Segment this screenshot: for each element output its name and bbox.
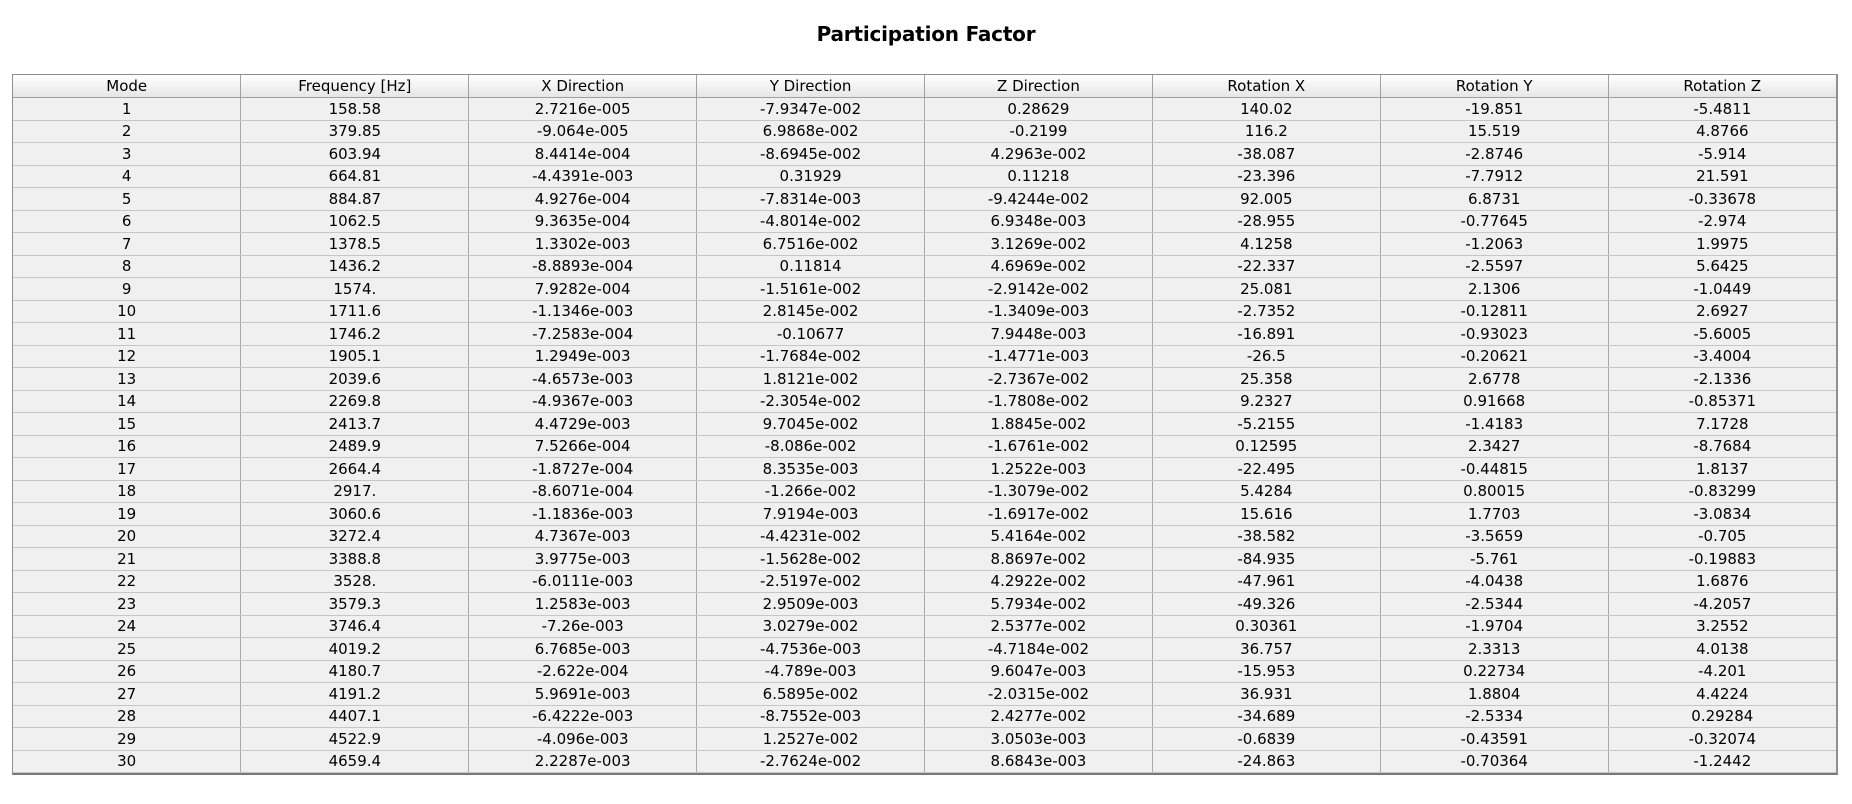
cell-z-direction[interactable]: -2.9142e-002 bbox=[925, 278, 1153, 301]
cell-frequency[interactable]: 3528. bbox=[241, 570, 469, 593]
table-row[interactable] bbox=[13, 593, 1836, 616]
cell-mode[interactable]: 12 bbox=[13, 345, 241, 368]
cell-rotation-z[interactable]: -5.6005 bbox=[1608, 323, 1836, 346]
table-row[interactable] bbox=[13, 705, 1836, 728]
column-header-rotation-z[interactable]: Rotation Z bbox=[1608, 75, 1836, 98]
cell-z-direction[interactable]: 3.0503e-003 bbox=[925, 728, 1153, 751]
cell-x-direction[interactable]: -1.8727e-004 bbox=[469, 458, 697, 481]
cell-x-direction[interactable]: 4.9276e-004 bbox=[469, 188, 697, 211]
table-row[interactable] bbox=[13, 165, 1836, 188]
cell-y-direction[interactable]: -0.10677 bbox=[697, 323, 925, 346]
cell-mode[interactable]: 25 bbox=[13, 638, 241, 661]
cell-frequency[interactable]: 3272.4 bbox=[241, 525, 469, 548]
cell-y-direction[interactable]: -7.8314e-003 bbox=[697, 188, 925, 211]
cell-rotation-x[interactable]: 36.757 bbox=[1152, 638, 1380, 661]
cell-x-direction[interactable]: 4.7367e-003 bbox=[469, 525, 697, 548]
cell-rotation-y[interactable]: -0.44815 bbox=[1380, 458, 1608, 481]
cell-rotation-y[interactable]: 0.80015 bbox=[1380, 480, 1608, 503]
cell-mode[interactable]: 18 bbox=[13, 480, 241, 503]
cell-frequency[interactable]: 2413.7 bbox=[241, 413, 469, 436]
cell-rotation-y[interactable]: -0.93023 bbox=[1380, 323, 1608, 346]
column-header-y-direction[interactable]: Y Direction bbox=[697, 75, 925, 98]
cell-y-direction[interactable]: 6.9868e-002 bbox=[697, 120, 925, 143]
cell-y-direction[interactable]: 0.11814 bbox=[697, 255, 925, 278]
cell-rotation-x[interactable]: -2.7352 bbox=[1152, 300, 1380, 323]
cell-y-direction[interactable]: -2.7624e-002 bbox=[697, 750, 925, 773]
cell-mode[interactable]: 20 bbox=[13, 525, 241, 548]
cell-y-direction[interactable]: 6.7516e-002 bbox=[697, 233, 925, 256]
cell-z-direction[interactable]: 5.7934e-002 bbox=[925, 593, 1153, 616]
cell-mode[interactable]: 3 bbox=[13, 143, 241, 166]
cell-rotation-z[interactable]: -5.4811 bbox=[1608, 98, 1836, 121]
table-row[interactable] bbox=[13, 660, 1836, 683]
cell-rotation-y[interactable]: 2.1306 bbox=[1380, 278, 1608, 301]
cell-frequency[interactable]: 158.58 bbox=[241, 98, 469, 121]
table-row[interactable] bbox=[13, 503, 1836, 526]
cell-frequency[interactable]: 1746.2 bbox=[241, 323, 469, 346]
cell-frequency[interactable]: 2269.8 bbox=[241, 390, 469, 413]
cell-y-direction[interactable]: -4.789e-003 bbox=[697, 660, 925, 683]
cell-rotation-z[interactable]: -4.201 bbox=[1608, 660, 1836, 683]
cell-x-direction[interactable]: -6.0111e-003 bbox=[469, 570, 697, 593]
cell-x-direction[interactable]: 8.4414e-004 bbox=[469, 143, 697, 166]
cell-y-direction[interactable]: -1.266e-002 bbox=[697, 480, 925, 503]
cell-x-direction[interactable]: -1.1346e-003 bbox=[469, 300, 697, 323]
cell-rotation-y[interactable]: 2.6778 bbox=[1380, 368, 1608, 391]
cell-y-direction[interactable]: -4.8014e-002 bbox=[697, 210, 925, 233]
cell-y-direction[interactable]: 1.2527e-002 bbox=[697, 728, 925, 751]
cell-rotation-x[interactable]: 15.616 bbox=[1152, 503, 1380, 526]
cell-x-direction[interactable]: -7.2583e-004 bbox=[469, 323, 697, 346]
table-row[interactable] bbox=[13, 390, 1836, 413]
cell-rotation-y[interactable]: -0.20621 bbox=[1380, 345, 1608, 368]
table-row[interactable] bbox=[13, 143, 1836, 166]
cell-x-direction[interactable]: -2.622e-004 bbox=[469, 660, 697, 683]
cell-rotation-x[interactable]: -15.953 bbox=[1152, 660, 1380, 683]
cell-rotation-x[interactable]: -47.961 bbox=[1152, 570, 1380, 593]
cell-rotation-z[interactable]: -0.705 bbox=[1608, 525, 1836, 548]
cell-y-direction[interactable]: -7.9347e-002 bbox=[697, 98, 925, 121]
cell-z-direction[interactable]: -1.3079e-002 bbox=[925, 480, 1153, 503]
cell-rotation-z[interactable]: -5.914 bbox=[1608, 143, 1836, 166]
cell-x-direction[interactable]: 9.3635e-004 bbox=[469, 210, 697, 233]
cell-x-direction[interactable]: -4.096e-003 bbox=[469, 728, 697, 751]
table-row[interactable] bbox=[13, 480, 1836, 503]
table-row[interactable] bbox=[13, 210, 1836, 233]
cell-y-direction[interactable]: -4.4231e-002 bbox=[697, 525, 925, 548]
cell-z-direction[interactable]: 0.11218 bbox=[925, 165, 1153, 188]
cell-y-direction[interactable]: -8.7552e-003 bbox=[697, 705, 925, 728]
cell-rotation-x[interactable]: -38.582 bbox=[1152, 525, 1380, 548]
participation-factor-table-container[interactable] bbox=[12, 74, 1838, 775]
cell-y-direction[interactable]: -8.086e-002 bbox=[697, 435, 925, 458]
cell-rotation-z[interactable]: -0.32074 bbox=[1608, 728, 1836, 751]
cell-x-direction[interactable]: 7.9282e-004 bbox=[469, 278, 697, 301]
cell-rotation-x[interactable]: 116.2 bbox=[1152, 120, 1380, 143]
cell-z-direction[interactable]: 7.9448e-003 bbox=[925, 323, 1153, 346]
cell-frequency[interactable]: 4659.4 bbox=[241, 750, 469, 773]
cell-rotation-x[interactable]: 25.081 bbox=[1152, 278, 1380, 301]
table-row[interactable] bbox=[13, 413, 1836, 436]
cell-x-direction[interactable]: -8.8893e-004 bbox=[469, 255, 697, 278]
cell-frequency[interactable]: 3060.6 bbox=[241, 503, 469, 526]
cell-rotation-y[interactable]: -0.43591 bbox=[1380, 728, 1608, 751]
cell-frequency[interactable]: 4407.1 bbox=[241, 705, 469, 728]
cell-z-direction[interactable]: -1.6761e-002 bbox=[925, 435, 1153, 458]
cell-x-direction[interactable]: -6.4222e-003 bbox=[469, 705, 697, 728]
cell-frequency[interactable]: 603.94 bbox=[241, 143, 469, 166]
cell-y-direction[interactable]: -1.7684e-002 bbox=[697, 345, 925, 368]
cell-z-direction[interactable]: 1.8845e-002 bbox=[925, 413, 1153, 436]
cell-z-direction[interactable]: 4.2963e-002 bbox=[925, 143, 1153, 166]
cell-frequency[interactable]: 3579.3 bbox=[241, 593, 469, 616]
cell-z-direction[interactable]: 4.2922e-002 bbox=[925, 570, 1153, 593]
cell-rotation-x[interactable]: 0.30361 bbox=[1152, 615, 1380, 638]
cell-rotation-y[interactable]: -2.5597 bbox=[1380, 255, 1608, 278]
cell-x-direction[interactable]: 2.2287e-003 bbox=[469, 750, 697, 773]
table-row[interactable] bbox=[13, 278, 1836, 301]
cell-mode[interactable]: 19 bbox=[13, 503, 241, 526]
column-header-rotation-x[interactable]: Rotation X bbox=[1152, 75, 1380, 98]
column-header-x-direction[interactable]: X Direction bbox=[469, 75, 697, 98]
cell-frequency[interactable]: 1905.1 bbox=[241, 345, 469, 368]
cell-x-direction[interactable]: 2.7216e-005 bbox=[469, 98, 697, 121]
column-header-z-direction[interactable]: Z Direction bbox=[925, 75, 1153, 98]
table-row[interactable] bbox=[13, 345, 1836, 368]
cell-z-direction[interactable]: 6.9348e-003 bbox=[925, 210, 1153, 233]
cell-x-direction[interactable]: 7.5266e-004 bbox=[469, 435, 697, 458]
cell-frequency[interactable]: 2664.4 bbox=[241, 458, 469, 481]
cell-rotation-x[interactable]: 140.02 bbox=[1152, 98, 1380, 121]
cell-rotation-y[interactable]: 6.8731 bbox=[1380, 188, 1608, 211]
cell-rotation-z[interactable]: -2.974 bbox=[1608, 210, 1836, 233]
cell-frequency[interactable]: 1436.2 bbox=[241, 255, 469, 278]
cell-z-direction[interactable]: 4.6969e-002 bbox=[925, 255, 1153, 278]
cell-y-direction[interactable]: -8.6945e-002 bbox=[697, 143, 925, 166]
cell-rotation-x[interactable]: -22.337 bbox=[1152, 255, 1380, 278]
table-row[interactable] bbox=[13, 323, 1836, 346]
cell-rotation-x[interactable]: -22.495 bbox=[1152, 458, 1380, 481]
table-row[interactable] bbox=[13, 638, 1836, 661]
cell-frequency[interactable]: 2917. bbox=[241, 480, 469, 503]
cell-rotation-z[interactable]: 1.9975 bbox=[1608, 233, 1836, 256]
cell-mode[interactable]: 27 bbox=[13, 683, 241, 706]
cell-z-direction[interactable]: -1.7808e-002 bbox=[925, 390, 1153, 413]
cell-rotation-z[interactable]: 21.591 bbox=[1608, 165, 1836, 188]
cell-z-direction[interactable]: 5.4164e-002 bbox=[925, 525, 1153, 548]
table-row[interactable] bbox=[13, 570, 1836, 593]
cell-mode[interactable]: 22 bbox=[13, 570, 241, 593]
cell-y-direction[interactable]: -1.5628e-002 bbox=[697, 548, 925, 571]
cell-rotation-y[interactable]: -7.7912 bbox=[1380, 165, 1608, 188]
cell-rotation-z[interactable]: -2.1336 bbox=[1608, 368, 1836, 391]
cell-frequency[interactable]: 2039.6 bbox=[241, 368, 469, 391]
cell-rotation-x[interactable]: -34.689 bbox=[1152, 705, 1380, 728]
cell-rotation-x[interactable]: -16.891 bbox=[1152, 323, 1380, 346]
cell-x-direction[interactable]: -4.6573e-003 bbox=[469, 368, 697, 391]
cell-y-direction[interactable]: 6.5895e-002 bbox=[697, 683, 925, 706]
cell-mode[interactable]: 10 bbox=[13, 300, 241, 323]
cell-rotation-z[interactable]: -0.33678 bbox=[1608, 188, 1836, 211]
cell-y-direction[interactable]: 7.9194e-003 bbox=[697, 503, 925, 526]
cell-rotation-y[interactable]: -3.5659 bbox=[1380, 525, 1608, 548]
cell-x-direction[interactable]: -9.064e-005 bbox=[469, 120, 697, 143]
cell-frequency[interactable]: 4522.9 bbox=[241, 728, 469, 751]
cell-rotation-y[interactable]: -4.0438 bbox=[1380, 570, 1608, 593]
table-row[interactable] bbox=[13, 98, 1836, 121]
table-row[interactable] bbox=[13, 188, 1836, 211]
cell-rotation-y[interactable]: 0.91668 bbox=[1380, 390, 1608, 413]
cell-mode[interactable]: 5 bbox=[13, 188, 241, 211]
cell-z-direction[interactable]: -4.7184e-002 bbox=[925, 638, 1153, 661]
cell-y-direction[interactable]: 3.0279e-002 bbox=[697, 615, 925, 638]
cell-frequency[interactable]: 884.87 bbox=[241, 188, 469, 211]
cell-x-direction[interactable]: 5.9691e-003 bbox=[469, 683, 697, 706]
cell-mode[interactable]: 15 bbox=[13, 413, 241, 436]
cell-z-direction[interactable]: 8.6843e-003 bbox=[925, 750, 1153, 773]
cell-rotation-z[interactable]: -1.2442 bbox=[1608, 750, 1836, 773]
cell-frequency[interactable]: 4019.2 bbox=[241, 638, 469, 661]
cell-z-direction[interactable]: -2.7367e-002 bbox=[925, 368, 1153, 391]
cell-rotation-z[interactable]: -1.0449 bbox=[1608, 278, 1836, 301]
cell-rotation-x[interactable]: -84.935 bbox=[1152, 548, 1380, 571]
cell-rotation-x[interactable]: -5.2155 bbox=[1152, 413, 1380, 436]
cell-rotation-z[interactable]: 0.29284 bbox=[1608, 705, 1836, 728]
table-row[interactable] bbox=[13, 300, 1836, 323]
table-header-row bbox=[13, 75, 1836, 98]
cell-frequency[interactable]: 4180.7 bbox=[241, 660, 469, 683]
cell-rotation-x[interactable]: -23.396 bbox=[1152, 165, 1380, 188]
cell-rotation-x[interactable]: 25.358 bbox=[1152, 368, 1380, 391]
cell-rotation-z[interactable]: 2.6927 bbox=[1608, 300, 1836, 323]
cell-rotation-z[interactable]: -4.2057 bbox=[1608, 593, 1836, 616]
cell-x-direction[interactable]: 3.9775e-003 bbox=[469, 548, 697, 571]
cell-x-direction[interactable]: 1.2583e-003 bbox=[469, 593, 697, 616]
cell-rotation-y[interactable]: 15.519 bbox=[1380, 120, 1608, 143]
cell-rotation-y[interactable]: -2.5344 bbox=[1380, 593, 1608, 616]
column-header-frequency[interactable]: Frequency [Hz] bbox=[241, 75, 469, 98]
cell-mode[interactable]: 2 bbox=[13, 120, 241, 143]
cell-mode[interactable]: 21 bbox=[13, 548, 241, 571]
cell-y-direction[interactable]: 0.31929 bbox=[697, 165, 925, 188]
cell-mode[interactable]: 24 bbox=[13, 615, 241, 638]
cell-rotation-x[interactable]: 4.1258 bbox=[1152, 233, 1380, 256]
table-row[interactable] bbox=[13, 120, 1836, 143]
cell-rotation-x[interactable]: -26.5 bbox=[1152, 345, 1380, 368]
table-row[interactable] bbox=[13, 548, 1836, 571]
cell-rotation-z[interactable]: -3.0834 bbox=[1608, 503, 1836, 526]
cell-x-direction[interactable]: 1.3302e-003 bbox=[469, 233, 697, 256]
cell-rotation-y[interactable]: -2.8746 bbox=[1380, 143, 1608, 166]
cell-rotation-y[interactable]: -5.761 bbox=[1380, 548, 1608, 571]
column-header-mode[interactable]: Mode bbox=[13, 75, 241, 98]
cell-frequency[interactable]: 3746.4 bbox=[241, 615, 469, 638]
cell-z-direction[interactable]: 8.8697e-002 bbox=[925, 548, 1153, 571]
cell-frequency[interactable]: 2489.9 bbox=[241, 435, 469, 458]
cell-mode[interactable]: 6 bbox=[13, 210, 241, 233]
cell-z-direction[interactable]: 3.1269e-002 bbox=[925, 233, 1153, 256]
cell-rotation-y[interactable]: -2.5334 bbox=[1380, 705, 1608, 728]
cell-mode[interactable]: 29 bbox=[13, 728, 241, 751]
cell-rotation-x[interactable]: -24.863 bbox=[1152, 750, 1380, 773]
cell-rotation-x[interactable]: -28.955 bbox=[1152, 210, 1380, 233]
column-header-rotation-y[interactable]: Rotation Y bbox=[1380, 75, 1608, 98]
cell-y-direction[interactable]: -4.7536e-003 bbox=[697, 638, 925, 661]
cell-mode[interactable]: 23 bbox=[13, 593, 241, 616]
cell-x-direction[interactable]: -4.4391e-003 bbox=[469, 165, 697, 188]
table-row[interactable] bbox=[13, 525, 1836, 548]
cell-y-direction[interactable]: -2.3054e-002 bbox=[697, 390, 925, 413]
cell-z-direction[interactable]: -1.4771e-003 bbox=[925, 345, 1153, 368]
cell-y-direction[interactable]: -2.5197e-002 bbox=[697, 570, 925, 593]
cell-rotation-x[interactable]: 92.005 bbox=[1152, 188, 1380, 211]
cell-rotation-z[interactable]: 5.6425 bbox=[1608, 255, 1836, 278]
cell-mode[interactable]: 13 bbox=[13, 368, 241, 391]
cell-z-direction[interactable]: -1.3409e-003 bbox=[925, 300, 1153, 323]
cell-rotation-z[interactable]: 7.1728 bbox=[1608, 413, 1836, 436]
cell-x-direction[interactable]: -7.26e-003 bbox=[469, 615, 697, 638]
cell-rotation-y[interactable]: 2.3313 bbox=[1380, 638, 1608, 661]
cell-rotation-y[interactable]: -1.2063 bbox=[1380, 233, 1608, 256]
cell-x-direction[interactable]: -4.9367e-003 bbox=[469, 390, 697, 413]
cell-mode[interactable]: 28 bbox=[13, 705, 241, 728]
cell-rotation-z[interactable]: -8.7684 bbox=[1608, 435, 1836, 458]
cell-mode[interactable]: 4 bbox=[13, 165, 241, 188]
cell-mode[interactable]: 11 bbox=[13, 323, 241, 346]
cell-mode[interactable]: 1 bbox=[13, 98, 241, 121]
cell-frequency[interactable]: 1062.5 bbox=[241, 210, 469, 233]
cell-rotation-y[interactable]: -19.851 bbox=[1380, 98, 1608, 121]
cell-frequency[interactable]: 379.85 bbox=[241, 120, 469, 143]
cell-mode[interactable]: 16 bbox=[13, 435, 241, 458]
cell-y-direction[interactable]: 2.9509e-003 bbox=[697, 593, 925, 616]
cell-frequency[interactable]: 4191.2 bbox=[241, 683, 469, 706]
cell-rotation-z[interactable]: 1.8137 bbox=[1608, 458, 1836, 481]
cell-y-direction[interactable]: -1.5161e-002 bbox=[697, 278, 925, 301]
cell-rotation-x[interactable]: 0.12595 bbox=[1152, 435, 1380, 458]
cell-mode[interactable]: 9 bbox=[13, 278, 241, 301]
table-row[interactable] bbox=[13, 435, 1836, 458]
cell-rotation-z[interactable]: 3.2552 bbox=[1608, 615, 1836, 638]
cell-z-direction[interactable]: -0.2199 bbox=[925, 120, 1153, 143]
cell-frequency[interactable]: 1574. bbox=[241, 278, 469, 301]
cell-x-direction[interactable]: 4.4729e-003 bbox=[469, 413, 697, 436]
cell-y-direction[interactable]: 8.3535e-003 bbox=[697, 458, 925, 481]
table-row[interactable] bbox=[13, 233, 1836, 256]
cell-mode[interactable]: 14 bbox=[13, 390, 241, 413]
cell-z-direction[interactable]: 2.4277e-002 bbox=[925, 705, 1153, 728]
cell-rotation-z[interactable]: -3.4004 bbox=[1608, 345, 1836, 368]
cell-rotation-y[interactable]: -1.4183 bbox=[1380, 413, 1608, 436]
cell-mode[interactable]: 7 bbox=[13, 233, 241, 256]
cell-x-direction[interactable]: 1.2949e-003 bbox=[469, 345, 697, 368]
cell-x-direction[interactable]: -1.1836e-003 bbox=[469, 503, 697, 526]
cell-rotation-x[interactable]: 5.4284 bbox=[1152, 480, 1380, 503]
cell-rotation-x[interactable]: -0.6839 bbox=[1152, 728, 1380, 751]
cell-rotation-y[interactable]: -0.70364 bbox=[1380, 750, 1608, 773]
cell-z-direction[interactable]: -1.6917e-002 bbox=[925, 503, 1153, 526]
cell-mode[interactable]: 8 bbox=[13, 255, 241, 278]
cell-rotation-z[interactable]: -0.85371 bbox=[1608, 390, 1836, 413]
cell-rotation-x[interactable]: -38.087 bbox=[1152, 143, 1380, 166]
cell-frequency[interactable]: 664.81 bbox=[241, 165, 469, 188]
cell-rotation-z[interactable]: 4.8766 bbox=[1608, 120, 1836, 143]
cell-rotation-z[interactable]: -0.83299 bbox=[1608, 480, 1836, 503]
table-row[interactable] bbox=[13, 683, 1836, 706]
cell-mode[interactable]: 17 bbox=[13, 458, 241, 481]
cell-x-direction[interactable]: 6.7685e-003 bbox=[469, 638, 697, 661]
cell-y-direction[interactable]: 2.8145e-002 bbox=[697, 300, 925, 323]
table-row[interactable] bbox=[13, 615, 1836, 638]
table-row[interactable] bbox=[13, 750, 1836, 773]
cell-rotation-z[interactable]: 4.4224 bbox=[1608, 683, 1836, 706]
cell-y-direction[interactable]: 1.8121e-002 bbox=[697, 368, 925, 391]
cell-rotation-y[interactable]: 1.7703 bbox=[1380, 503, 1608, 526]
table-row[interactable] bbox=[13, 368, 1836, 391]
cell-rotation-z[interactable]: 1.6876 bbox=[1608, 570, 1836, 593]
cell-frequency[interactable]: 1711.6 bbox=[241, 300, 469, 323]
cell-frequency[interactable]: 3388.8 bbox=[241, 548, 469, 571]
cell-rotation-y[interactable]: -0.12811 bbox=[1380, 300, 1608, 323]
cell-rotation-z[interactable]: -0.19883 bbox=[1608, 548, 1836, 571]
cell-z-direction[interactable]: 9.6047e-003 bbox=[925, 660, 1153, 683]
participation-factor-table bbox=[13, 75, 1836, 773]
cell-x-direction[interactable]: -8.6071e-004 bbox=[469, 480, 697, 503]
cell-mode[interactable]: 30 bbox=[13, 750, 241, 773]
cell-y-direction[interactable]: 9.7045e-002 bbox=[697, 413, 925, 436]
cell-rotation-x[interactable]: 9.2327 bbox=[1152, 390, 1380, 413]
table-row[interactable] bbox=[13, 458, 1836, 481]
cell-rotation-y[interactable]: 2.3427 bbox=[1380, 435, 1608, 458]
cell-rotation-z[interactable]: 4.0138 bbox=[1608, 638, 1836, 661]
cell-rotation-y[interactable]: 0.22734 bbox=[1380, 660, 1608, 683]
table-title: Participation Factor bbox=[816, 22, 1036, 46]
cell-z-direction[interactable]: -2.0315e-002 bbox=[925, 683, 1153, 706]
cell-z-direction[interactable]: 1.2522e-003 bbox=[925, 458, 1153, 481]
cell-z-direction[interactable]: 2.5377e-002 bbox=[925, 615, 1153, 638]
table-row[interactable] bbox=[13, 255, 1836, 278]
table-body bbox=[13, 98, 1836, 773]
cell-rotation-y[interactable]: -0.77645 bbox=[1380, 210, 1608, 233]
cell-rotation-x[interactable]: -49.326 bbox=[1152, 593, 1380, 616]
table-row[interactable] bbox=[13, 728, 1836, 751]
cell-mode[interactable]: 26 bbox=[13, 660, 241, 683]
cell-rotation-x[interactable]: 36.931 bbox=[1152, 683, 1380, 706]
cell-z-direction[interactable]: 0.28629 bbox=[925, 98, 1153, 121]
cell-z-direction[interactable]: -9.4244e-002 bbox=[925, 188, 1153, 211]
cell-rotation-y[interactable]: -1.9704 bbox=[1380, 615, 1608, 638]
cell-frequency[interactable]: 1378.5 bbox=[241, 233, 469, 256]
cell-rotation-y[interactable]: 1.8804 bbox=[1380, 683, 1608, 706]
